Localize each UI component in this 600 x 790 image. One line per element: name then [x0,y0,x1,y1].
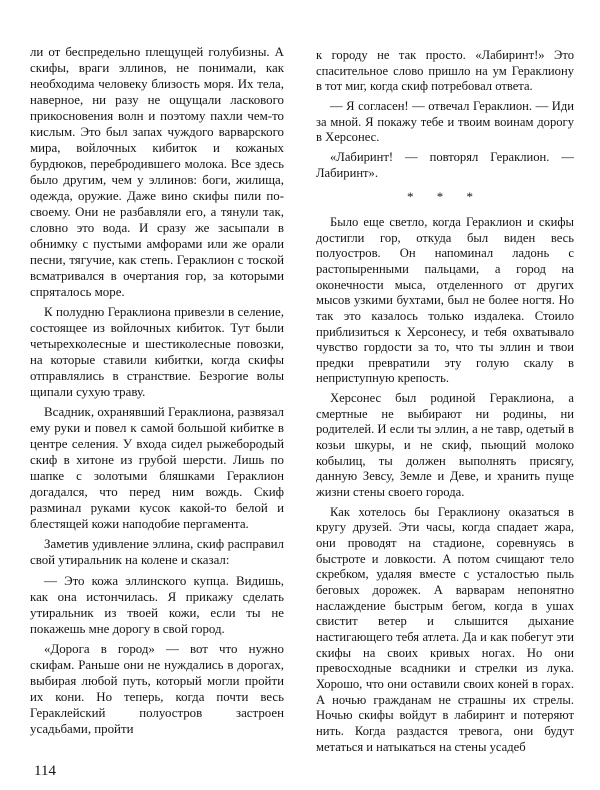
paragraph: Как хотелось бы Гераклиону оказаться в кругу друзей. Эти часы, когда спадает жара, они проводят на стадионе, соревнуясь в быстроте и ловкости. А потом счищают тело скребком, удаляя вместе с усталостью пыль беговых дорожек. А варварам непонятно наслаждение быстрым бегом, когда в ушах свистит ветер и слышится дыхание настигающего тебя атлета. Да и как побегут эти скифы на своих кривых ногах. Но они превосходные всадники и стрелки из лука. Хорошо, что они оставили своих коней в горах. А ночью гражданам не страшны их стрелы. Ночью скифы войдут в лабиринт и потеряют нить. Когда раздастся тревога, они будут метаться и натыкаться на стены усадеб [316,504,574,754]
paragraph: К полудню Гераклиона привезли в селение, состоящее из войлочных кибиток. Тут были четырехколесные и шестиколесные повозки, на которые ставили кибитки, когда скифы отправлялись в странствие. Безрогие волы щипали сухую траву. [30,305,284,400]
paragraph: — Я согласен! — отвечал Гераклион. — Иди за мной. Я покажу тебе и твоим воинам дорогу в Херсонес. [316,98,574,145]
paragraph: Было еще светло, когда Гераклион и скифы достигли гор, откуда был виден весь полуостров. Он напоминал ладонь с растопыренными пальцами, а город на оконечности мыса, отделенного от других мысов узкими бухтами, был не более ногтя. Но так это казалось только издалека. Стоило приблизиться к Херсонесу, и тебя охватывало чувство гордости за то, что ты эллин и твои предки превратили эту голую скалу в неприступную крепость. [316,214,574,386]
left-column [30,44,284,737]
section-separator: * * * [407,189,483,205]
paragraph: Заметив удивление эллина, скиф расправил свой утиральник на колене и сказал: [30,537,284,568]
paragraph: к городу не так просто. «Лабиринт!» Это спасительное слово пришло на ум Гераклиону в тот миг, когда скиф потребовал ответа. [316,48,574,94]
paragraph: — Это кожа эллинского купца. Видишь, как она истончилась. Я прикажу сделать утиральник из твоей кожи, если ты не покажешь мне дорогу в свой город. [30,573,284,636]
paragraph: Херсонес был родиной Гераклиона, а смертные не выбирают ни родины, ни родителей. И если ты эллин, а не тавр, одетый в козьи шкуры, и не скиф, пьющий молоко кобылиц, ты должен выполнять присягу, данную Зевсу, Земле и Деве, и хранить пуще жизни стены своего города. [316,391,574,500]
right-column [316,48,574,755]
paragraph: ли от беспредельно плещущей голубизны. А скифы, враги эллинов, не понимали, как необходима человеку близость моря. Их тела, наверное, ни разу не ощущали ласкового прикосновения волн и поэтому пахли чем-то кислым. Это был запах чуждого варварского мира, войлочных кибиток и кожаных бурдюков, перебродившего молока. Все здесь было другим, чем у эллинов: боги, жилища, одежда, оружие. Даже вино скифы пили по-своему. Они не разбавляли его, а тянули так, словно это вода. И сразу же засыпали в обнимку с пустыми амфорами или же орали песни, тягучие, как степь. Гераклион с тоской всматривался в очертания гор, за которыми спряталось море. [30,45,284,300]
paragraph: «Дорога в город» — вот что нужно скифам. Раньше они не нуждались в дорогах, выбирая любой путь, который могли пройти их кони. Но теперь, когда почти весь Гераклейский полуостров застроен усадьбами, пройти [30,641,284,736]
paragraph: Всадник, охранявший Гераклиона, развязал ему руки и повел к самой большой кибитке в центре селения. У входа сидел рыжебородый скиф в хитоне из грубой шерсти. Лишь по шапке с золотыми бляшками Гераклион догадался, что перед ним вождь. Скиф разминал руками кусок какой-то белой и блестящей кожи наподобие пергамента. [30,405,284,532]
paragraph: «Лабиринт! — повторял Гераклион. — Лабиринт». [316,149,574,180]
page-number: 114 [34,763,56,779]
